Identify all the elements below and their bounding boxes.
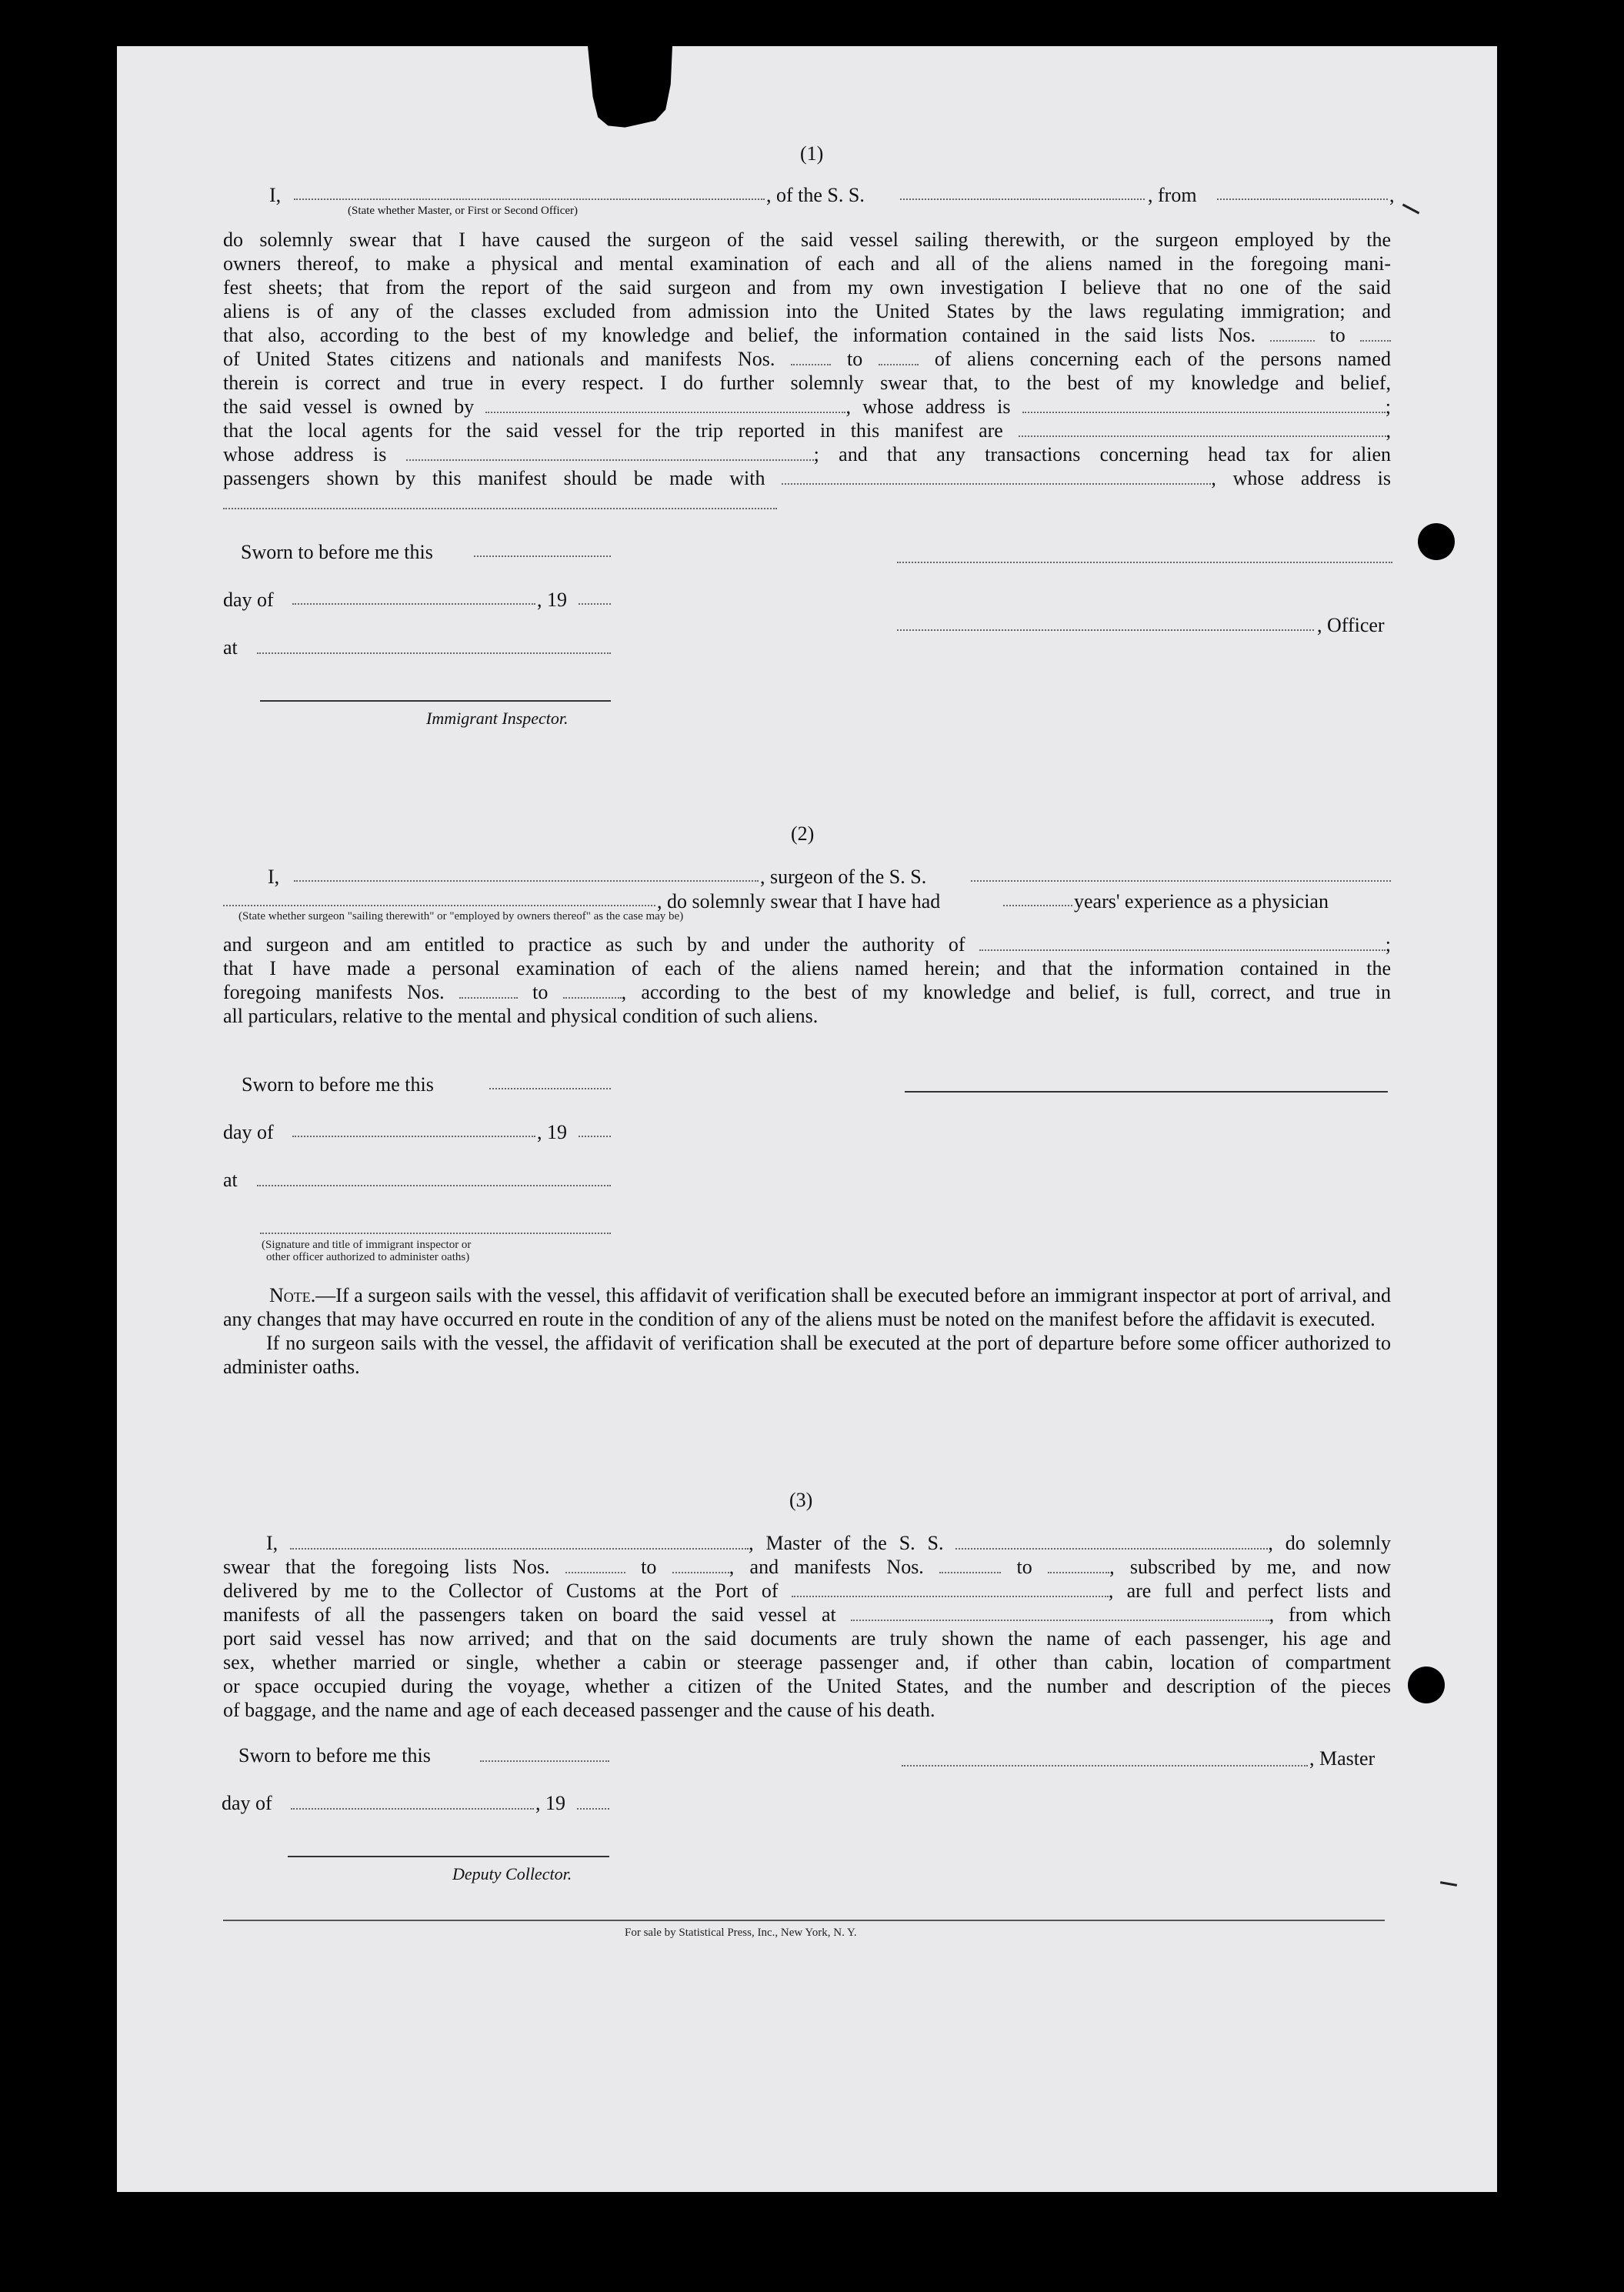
oath-1-line: that the local agents for the said vessel for the trip reported in this manifest are , (223, 419, 1392, 442)
oath-2-line: foregoing manifests Nos. to , according to the best of my knowledge and belief, is full, correct, and true in (223, 981, 1392, 1003)
oath-3-line: delivered by me to the Collector of Customs at the Port of , are full and perfect lists and (223, 1580, 1391, 1602)
oath-1-line: aliens is of any of the classes excluded from admission into the United States by the laws regulating immigration; and (223, 300, 1391, 322)
punch-hole-bottom (1408, 1666, 1445, 1703)
local-agents-field[interactable] (1019, 422, 1386, 437)
head-tax-party-field[interactable] (782, 469, 1211, 485)
oath-1-line: fest sheets; that from the report of the said surgeon and from my own investigation I believe that no one of the said (223, 276, 1391, 299)
oath-1-line: of United States citizens and nationals and manifests Nos. to of aliens concerning each of the persons named (223, 348, 1392, 370)
oath-2-line: that I have made a personal examination of each of the aliens named herein; and that the information contained in the (223, 957, 1391, 979)
oath-3-line: manifests of all the passengers taken on board the said vessel at , from which (223, 1603, 1392, 1626)
year-field-2[interactable] (579, 1136, 611, 1137)
manifest-no-from-field[interactable] (791, 350, 831, 365)
section-1-number: (1) (800, 142, 824, 165)
owner-address-field[interactable] (1022, 398, 1386, 413)
master-manifest-from-field[interactable] (939, 1558, 1001, 1573)
place-field-1[interactable] (257, 652, 611, 654)
oath-1-line: do solemnly swear that I have caused the surgeon of the said vessel sailing therewith, or the surgeon employed by the (223, 229, 1391, 251)
oath-2-text (223, 932, 1391, 1028)
surgeon-of-ss: , surgeon of the S. S. (760, 866, 927, 888)
years-experience-label: years' experience as a physician (1074, 890, 1329, 912)
section-2-number: (2) (791, 822, 815, 845)
oath-2-i: I, (268, 866, 280, 888)
oath-3-line: I, , Master of the S. S. , do solemnly (266, 1532, 1391, 1554)
master-signature-field[interactable] (902, 1765, 1308, 1767)
inspector-signature-line[interactable] (260, 700, 611, 702)
master-list-from-field[interactable] (565, 1558, 625, 1573)
sworn-label-1: Sworn to before me this (241, 541, 433, 563)
year-field-1[interactable] (579, 603, 611, 605)
oath-1-line: passengers shown by this manifest should be made with , whose address is (223, 467, 1391, 489)
surgeon-swear: , do solemnly swear that I have had (657, 890, 941, 912)
head-tax-address-field[interactable] (223, 508, 777, 509)
oath-1-line: therein is correct and true in every respect. I do further solemnly swear that, to the best of my knowledge and belief, (223, 372, 1391, 394)
list-no-from-field[interactable] (1270, 326, 1315, 342)
collector-port-field[interactable] (792, 1582, 1109, 1597)
oath-3-line: of baggage, and the name and age of each deceased passenger and the cause of his death. (223, 1699, 935, 1721)
manifest-no-to-field[interactable] (879, 350, 919, 365)
day-of-label-1: day of (223, 589, 274, 611)
boarding-port-field[interactable] (851, 1606, 1269, 1621)
master-ship-field[interactable] (955, 1534, 1268, 1550)
day-of-label-3: day of (222, 1792, 272, 1814)
punch-hole-top (1418, 523, 1455, 560)
surgeon-manifest-from-field[interactable] (459, 983, 518, 999)
month-field-3[interactable] (291, 1808, 534, 1810)
surgeon-signature-line[interactable] (905, 1091, 1388, 1093)
at-label-1: at (223, 636, 238, 659)
from-port-field[interactable] (1217, 199, 1388, 200)
officer-signature-line-2[interactable] (260, 1233, 611, 1234)
master-list-to-field[interactable] (672, 1558, 729, 1573)
day-of-label-2: day of (223, 1121, 274, 1143)
surgeon-ship-field[interactable] (971, 880, 1391, 882)
officer-name-field[interactable] (897, 629, 1314, 631)
oath-1-of-ss: , of the S. S. (766, 184, 865, 206)
master-label: , Master (1309, 1747, 1376, 1770)
surgeon-status-caption: (State whether surgeon "sailing therewith" or "employed by owners thereof" as the case may be) (238, 910, 684, 922)
place-field-2[interactable] (257, 1185, 611, 1186)
oath-2-line: all particulars, relative to the mental and physical condition of such aliens. (223, 1005, 819, 1027)
ship-name-field[interactable] (900, 199, 1145, 200)
surgeon-name-field[interactable] (294, 880, 759, 882)
at-label-2: at (223, 1169, 238, 1191)
oath-1-i: I, (269, 184, 282, 206)
oath-3-line: sex, whether married or single, whether a cabin or steerage passenger and, if other than cabin, location of compartment (223, 1651, 1391, 1673)
oath-3-line: or space occupied during the voyage, whether a citizen of the United States, and the number and description of the pieces (223, 1675, 1391, 1697)
oath-1-from: , from (1148, 184, 1197, 206)
authority-field[interactable] (979, 936, 1386, 951)
oath-3-line: port said vessel has now arrived; and that on the said documents are truly shown the name of each passenger, his age and (223, 1627, 1391, 1650)
master-name-field[interactable] (290, 1534, 749, 1550)
year-prefix-2: , 19 (537, 1121, 567, 1143)
footer-rule (223, 1920, 1385, 1921)
year-field-3[interactable] (577, 1808, 609, 1810)
oath-1-line: that also, according to the best of my knowledge and belief, the information contained in the said lists Nos. to (223, 323, 1391, 347)
agents-address-field[interactable] (406, 445, 814, 461)
sworn-label-2: Sworn to before me this (242, 1073, 434, 1096)
sworn-day-field-2[interactable] (489, 1088, 611, 1089)
note-1: Note.—If a surgeon sails with the vessel, this affidavit of verification shall be executed before an immigrant inspector at port of arrival, and any changes that may have occurred en route in the condition of any of the aliens must be noted on the manifest before the affidavit is executed. (223, 1284, 1391, 1330)
oath-1-line: owners thereof, to make a physical and mental examination of each and all of the aliens named in the foregoing mani- (223, 252, 1391, 275)
year-prefix-3: , 19 (535, 1792, 565, 1814)
oath-3-text (223, 1531, 1391, 1722)
oath-1-text (223, 228, 1391, 490)
section-3-number: (3) (789, 1489, 813, 1511)
signature-caption-line2: other officer authorized to administer oaths) (266, 1251, 470, 1263)
immigrant-inspector-label: Immigrant Inspector. (426, 709, 569, 728)
month-field-2[interactable] (292, 1136, 535, 1137)
note-block (223, 1283, 1391, 1379)
deputy-collector-label: Deputy Collector. (452, 1864, 572, 1883)
oath-1-line: the said vessel is owned by , whose address is ; (223, 395, 1391, 418)
rank-caption: (State whether Master, or First or Second Officer) (348, 205, 579, 217)
sworn-day-field-1[interactable] (474, 555, 611, 557)
oath-1-line: whose address is ; and that any transactions concerning head tax for alien (223, 443, 1391, 465)
master-manifest-to-field[interactable] (1048, 1558, 1109, 1573)
officer-label: , Officer (1317, 614, 1385, 636)
owner-field[interactable] (485, 398, 845, 413)
sworn-label-3: Sworn to before me this (238, 1744, 431, 1767)
printer-credit: For sale by Statistical Press, Inc., New York, N. Y. (625, 1927, 857, 1939)
month-field-1[interactable] (292, 603, 535, 605)
oath-3-line: swear that the foregoing lists Nos. to , and manifests Nos. to , subscribed by me, and now (223, 1556, 1392, 1578)
comma: , (1389, 184, 1395, 206)
oath-2-line: and surgeon and am entitled to practice as such by and under the authority of ; (223, 933, 1392, 956)
note-2: If no surgeon sails with the vessel, the affidavit of verification shall be executed at the port of departure before some officer authorized to administer oaths. (223, 1332, 1391, 1378)
sworn-day-field-3[interactable] (480, 1760, 609, 1762)
deputy-signature-line[interactable] (288, 1856, 609, 1857)
surgeon-manifest-to-field[interactable] (563, 983, 622, 999)
surgeon-status-field[interactable] (223, 905, 655, 906)
years-experience-field[interactable] (1003, 905, 1072, 906)
list-no-to-field[interactable] (1360, 326, 1391, 342)
officer-rank-field[interactable] (294, 199, 765, 200)
year-prefix-1: , 19 (537, 589, 567, 611)
officer-signature-field[interactable] (897, 562, 1392, 563)
signature-caption-line1: (Signature and title of immigrant inspector or (262, 1239, 472, 1251)
